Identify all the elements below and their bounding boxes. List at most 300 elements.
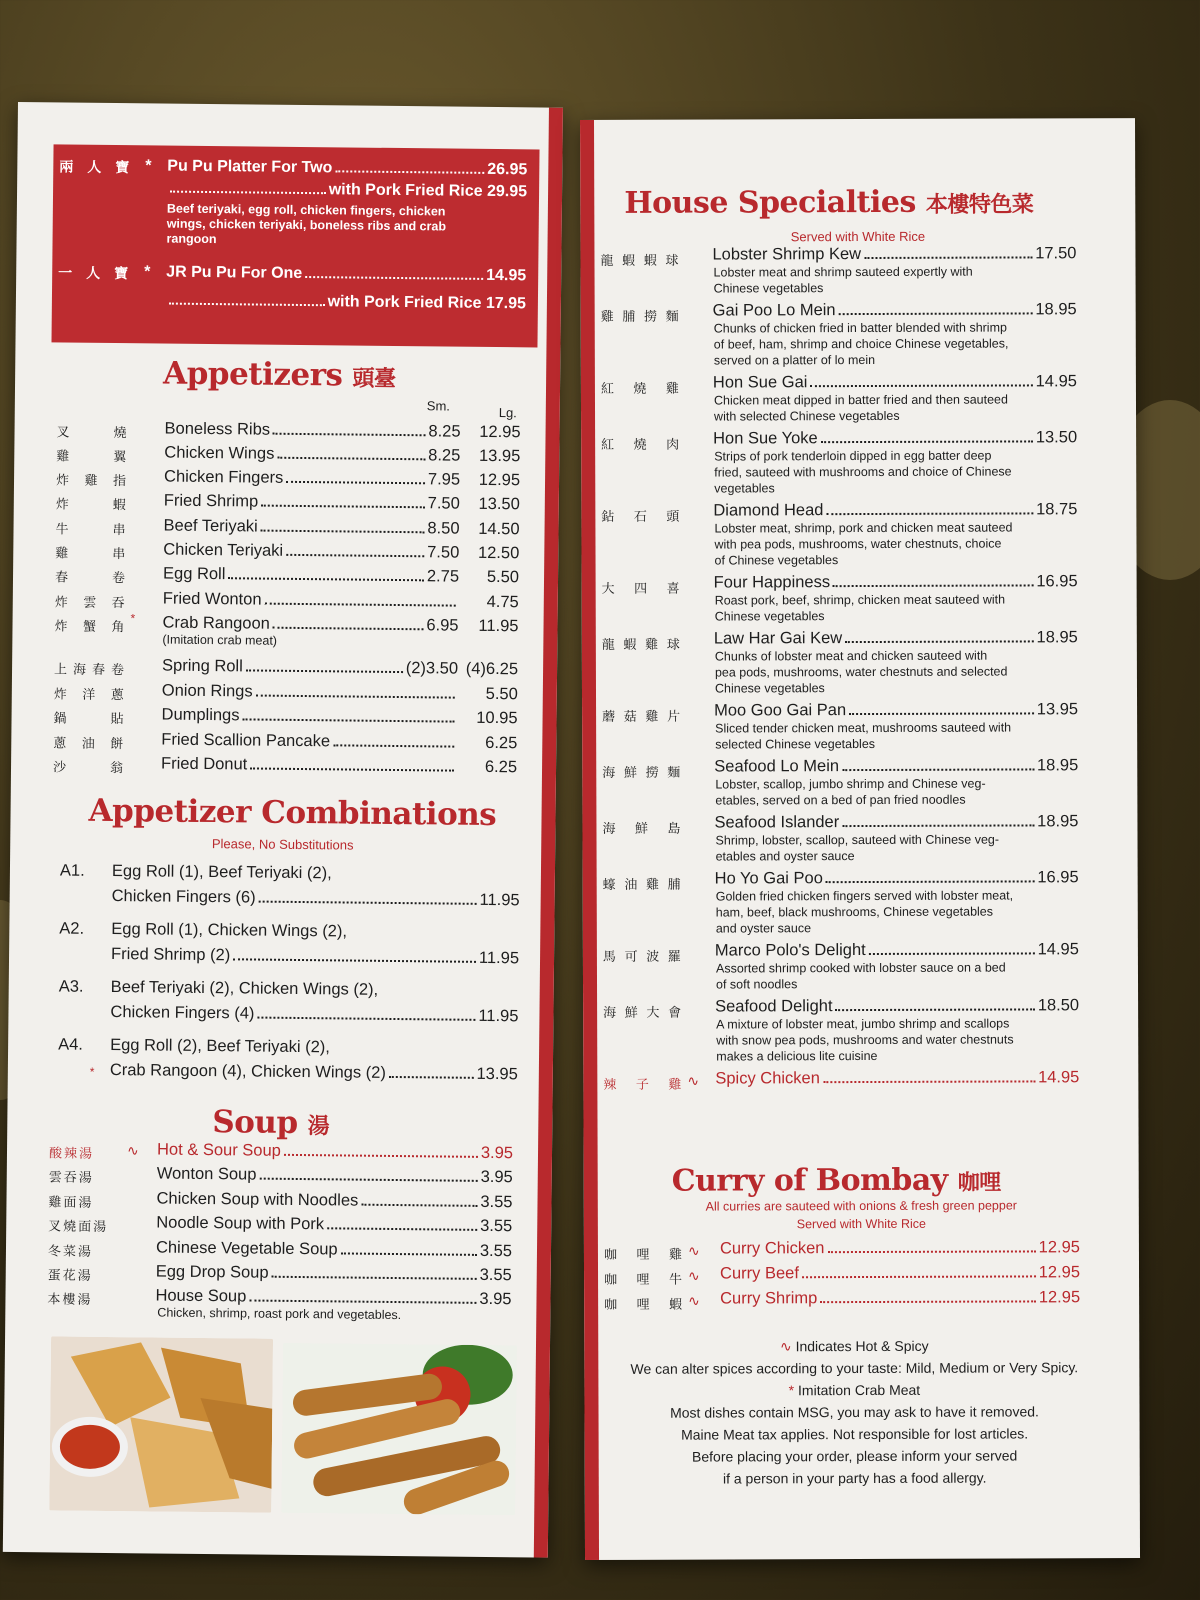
chinese-char: 蟹 — [82, 619, 97, 635]
chinese-char: 叉 — [56, 425, 70, 441]
combination-line1: Egg Roll (2), Beef Teriyaki (2), — [110, 1036, 330, 1057]
soup-name-line — [156, 1263, 512, 1286]
dot-leader — [864, 256, 1032, 259]
specialty-name-line — [714, 700, 1078, 720]
specialty-chinese-name — [603, 946, 681, 965]
specialty-name-line — [712, 244, 1076, 264]
specialty-chinese-name — [602, 706, 680, 725]
chinese-char: 球 — [666, 637, 680, 653]
appetizer-row — [11, 753, 521, 782]
specialty-chinese-name — [601, 378, 679, 397]
platter-option-price: 29.95 — [486, 182, 528, 201]
dot-leader — [839, 312, 1033, 315]
footer-text: Before placing your order, please inform your served — [691, 1447, 1018, 1465]
specialty-chinese-name — [600, 250, 678, 269]
description-line: Chinese vegetables — [714, 681, 825, 696]
curry-price: 12.95 — [1038, 1288, 1081, 1307]
description-line: Sliced tender chicken meat, mushrooms sauteed with — [715, 720, 1012, 736]
dot-leader — [823, 1080, 1035, 1083]
chinese-char: 雞 — [55, 546, 69, 562]
chinese-char: 麵 — [667, 765, 681, 781]
appetizer-large-price: 12.50 — [477, 543, 520, 563]
chinese-char: 蔥 — [53, 736, 67, 752]
curry-chinese-name — [604, 1244, 682, 1263]
dot-leader — [836, 1008, 1035, 1011]
curry-name: Curry Shrimp — [720, 1289, 818, 1308]
chinese-char: 子 — [635, 1077, 649, 1093]
description-line: with snow pea pods, mushrooms and water chestnuts — [716, 1032, 1014, 1048]
chinese-char: 雞 — [645, 637, 659, 653]
appetizer-chinese-name — [55, 566, 125, 586]
dot-leader — [802, 1275, 1036, 1278]
curry-subtitle: All curries are sauteed with onions & fresh green pepper — [705, 1198, 1017, 1214]
appetizer-name-line — [163, 590, 459, 612]
appetizer-large-price: 12.95 — [479, 422, 521, 442]
description-line: Assorted shrimp cooked with lobster sauce on a bed — [715, 960, 1006, 976]
dot-leader — [277, 457, 425, 461]
description-line: with selected Chinese vegetables — [714, 408, 900, 424]
specialty-name-line — [715, 1068, 1079, 1088]
description-line: Golden fried chicken fingers served with lobster meat, — [715, 888, 1014, 904]
curry-price: 12.95 — [1038, 1263, 1081, 1282]
specialty-item — [582, 756, 1122, 808]
chinese-char: 蝦 — [623, 637, 637, 653]
specialty-chinese-name — [603, 1074, 681, 1093]
chinese-char: 春 — [54, 570, 69, 586]
chinese-char: 炸 — [53, 687, 67, 703]
specialty-price: 18.95 — [1036, 628, 1078, 647]
chinese-char: 雞 — [600, 309, 614, 325]
chinese-char: 燒 — [113, 426, 127, 442]
combination-items: Fried Shrimp (2) — [110, 945, 231, 965]
chinese-char: 石 — [633, 509, 647, 525]
appetizer-name-line — [161, 731, 457, 753]
appetizer-name: Spring Roll — [162, 656, 243, 676]
appetizer-small-price: 7.50 — [427, 543, 460, 562]
pepper-icon: ∿ — [688, 1292, 700, 1309]
combination-line2 — [112, 884, 520, 913]
appetizer-small-price: 7.50 — [427, 494, 460, 513]
description-line: pea pods, mushrooms, water chestnuts and selected — [714, 664, 1008, 680]
chinese-char: 串 — [112, 523, 126, 539]
soup-name: Egg Drop Soup — [155, 1262, 269, 1282]
appetizer-large-price: 6.25 — [484, 757, 518, 777]
chinese-char: 菇 — [623, 709, 637, 725]
dot-leader — [286, 554, 424, 557]
chinese-char: 島 — [667, 821, 681, 837]
chinese-char: 脯 — [667, 877, 681, 893]
specialty-chinese-name — [602, 634, 680, 653]
dot-leader — [845, 640, 1033, 643]
soup-note: Chicken, shrimp, roast pork and vegetables. — [157, 1305, 402, 1323]
specialty-price: 14.95 — [1037, 940, 1079, 959]
platter-description: Beef teriyaki, egg roll, chicken fingers, chicken wings, chicken teriyaki, boneless ribs and crab rangoon — [166, 201, 447, 247]
combination-line2 — [110, 1058, 518, 1087]
appetizer-chinese-name — [53, 707, 123, 727]
appetizer-small-price: 8.25 — [428, 446, 461, 465]
dot-leader — [333, 744, 454, 747]
specialty-name: Seafood Islander — [714, 813, 840, 832]
footer-line — [604, 1356, 1104, 1380]
specialty-price: 13.50 — [1035, 428, 1078, 447]
soup-price: 3.55 — [480, 1216, 513, 1236]
description-line: etables and oyster sauce — [715, 849, 855, 864]
soup-name-line — [157, 1165, 513, 1188]
appetizer-note: (Imitation crab meat) — [162, 632, 278, 648]
appetizer-name: Egg Roll — [162, 564, 226, 584]
chinese-char: 蠔 — [602, 877, 616, 893]
platter-option-label: with Pork Fried Rice — [327, 293, 482, 312]
dot-leader — [265, 603, 456, 607]
spring-roll-photo — [281, 1343, 517, 1515]
combination-number: A4. — [58, 1035, 84, 1054]
appetizer-large-price: 13.95 — [478, 446, 521, 466]
pepper-icon: ∿ — [687, 1072, 700, 1089]
combination-text — [111, 917, 520, 971]
pepper-icon: ∿ — [688, 1267, 700, 1284]
description-line: Lobster, scallop, jumbo shrimp and Chinese veg- — [715, 776, 986, 792]
specialty-price: 18.75 — [1036, 500, 1078, 519]
soup-chinese-name: 本樓湯 — [47, 1292, 93, 1308]
curry-name-line — [720, 1288, 1080, 1308]
dot-leader — [286, 481, 425, 484]
soup-name: Hot & Sour Soup — [156, 1140, 281, 1160]
appetizer-name: Dumplings — [161, 705, 240, 725]
appetizer-large-price: 14.50 — [478, 519, 520, 539]
chinese-char: 撈 — [643, 309, 658, 325]
combination-price: 11.95 — [479, 890, 520, 910]
soup-price: 3.95 — [480, 1167, 513, 1187]
combination-item — [58, 974, 519, 1031]
soup-name-line — [156, 1239, 512, 1262]
chinese-char: 炸 — [55, 497, 69, 513]
chinese-char: 海 — [72, 662, 87, 678]
appetizer-name-line — [163, 517, 459, 539]
description-line: with pea pods, mushrooms, water chestnuts, choice — [714, 536, 1002, 552]
footer-line — [604, 1334, 1104, 1358]
dot-leader — [257, 1017, 475, 1021]
specialty-description — [714, 391, 1044, 424]
description-line: selected Chinese vegetables — [715, 736, 876, 752]
curry-title-zh: 咖哩 — [957, 1170, 1001, 1196]
chinese-char: 咖 — [604, 1297, 618, 1313]
appetizer-name: Fried Scallion Pancake — [161, 730, 331, 751]
large-column-label: Lg. — [498, 405, 517, 421]
combinations-subtitle: Please, No Substitutions — [211, 836, 354, 853]
chinese-char: 頭 — [666, 509, 680, 525]
chinese-char: 雞 — [665, 381, 679, 397]
description-line: Chicken meat dipped in batter fried and then sauteed — [713, 392, 1008, 408]
dot-leader — [272, 1276, 477, 1280]
chinese-char: 春 — [91, 662, 106, 678]
chinese-char: 蝦 — [669, 1297, 683, 1313]
appetizer-chinese-name — [54, 658, 124, 678]
footer-line — [605, 1466, 1105, 1490]
dot-leader — [273, 433, 425, 437]
platter-price: 14.95 — [486, 266, 527, 285]
chinese-char: 肉 — [666, 437, 680, 453]
specialty-name: Four Happiness — [713, 573, 831, 592]
curry-name-line — [720, 1238, 1080, 1258]
specialty-name-line — [713, 500, 1077, 520]
right-menu-page — [580, 118, 1140, 1560]
dot-leader — [273, 627, 424, 631]
platter-option-price: 17.95 — [485, 294, 527, 313]
chinese-char: 紅 — [601, 437, 615, 453]
appetizer-name-line — [162, 657, 458, 679]
chinese-char: 雞 — [84, 473, 98, 489]
dot-leader — [327, 1227, 477, 1231]
appetizer-small-price: (2)3.50 — [405, 659, 459, 678]
chinese-char: 蘑 — [602, 709, 616, 725]
chinese-char: 角 — [111, 620, 125, 636]
specialty-item — [582, 628, 1122, 696]
combinations-title: Appetizer Combinations — [88, 792, 497, 834]
specialty-description — [715, 775, 1045, 808]
appetizer-large-price: 4.75 — [486, 592, 519, 612]
chinese-char: 哩 — [636, 1247, 650, 1263]
specialty-price: 18.95 — [1037, 812, 1079, 831]
curry-item — [584, 1288, 1124, 1313]
combination-line1: Egg Roll (1), Chicken Wings (2), — [111, 920, 348, 941]
chinese-char: 鉆 — [601, 509, 615, 525]
house-specialties-subtitle: Served with White Rice — [790, 228, 926, 245]
specialty-chinese-name — [603, 874, 681, 893]
chinese-char: 鮮 — [623, 765, 637, 781]
chinese-char: 哩 — [636, 1297, 650, 1313]
appetizer-name-line — [164, 468, 460, 490]
combination-text — [112, 859, 521, 913]
specialty-name-line — [715, 868, 1079, 888]
appetizer-small-price: 8.50 — [427, 519, 460, 538]
appetizer-name: Chicken Teriyaki — [163, 540, 284, 560]
dot-leader — [827, 1250, 1035, 1253]
specialty-name: Hon Sue Gai — [712, 373, 808, 392]
specialty-name-line — [713, 428, 1077, 448]
specialty-item — [583, 996, 1123, 1064]
specialty-name: Seafood Delight — [715, 997, 833, 1016]
pepper-icon: ∿ — [779, 1338, 796, 1355]
appetizer-name-line — [162, 682, 458, 704]
appetizer-chinese-name — [56, 421, 126, 441]
description-line: Strips of pork tenderloin dipped in egg batter deep — [714, 448, 992, 464]
chinese-char: 蝦 — [622, 253, 636, 269]
appetizers-title-zh: 頭臺 — [352, 366, 396, 392]
soup-price: 3.95 — [479, 1289, 512, 1309]
description-line: Lobster meat, shrimp, pork and chicken meat sauteed — [714, 520, 1013, 536]
chinese-char: 龍 — [601, 637, 615, 653]
specialty-description — [714, 319, 1044, 368]
chinese-char: 大 — [646, 1005, 660, 1021]
appetizer-chinese-name — [55, 542, 125, 562]
appetizer-chinese-name — [55, 518, 125, 538]
left-menu-page — [3, 102, 563, 1558]
specialty-item — [583, 940, 1123, 992]
specialty-name: Ho Yo Gai Poo — [714, 869, 823, 888]
red-edge-stripe — [534, 108, 563, 1558]
appetizer-chinese-name — [56, 445, 126, 465]
description-line: Shrimp, lobster, scallop, sauteed with Chinese veg- — [715, 832, 1000, 848]
chinese-char: 翁 — [109, 761, 124, 777]
combination-price: 11.95 — [478, 1006, 519, 1026]
description-line: A mixture of lobster meat, jumbo shrimp and scallops — [716, 1016, 1010, 1032]
chinese-char: 可 — [624, 949, 638, 965]
house-specialties-title-zh: 本樓特色菜 — [925, 192, 1034, 218]
description-line: makes a delicious lite cuisine — [716, 1048, 878, 1064]
appetizers-title: Appetizers 頭臺 — [162, 355, 396, 394]
chinese-char: 馬 — [602, 949, 616, 965]
appetizer-chinese-name — [55, 591, 125, 611]
appetizer-name-line — [163, 541, 459, 563]
appetizer-name-line — [161, 755, 457, 777]
specialty-item — [581, 428, 1121, 496]
soup-name-line — [156, 1190, 512, 1213]
appetizer-chinese-name — [54, 683, 124, 703]
appetizer-row — [12, 611, 522, 648]
soup-name: House Soup — [155, 1286, 247, 1306]
chinese-char: 油 — [81, 736, 95, 752]
specialty-name: Lobster Shrimp Kew — [712, 245, 862, 264]
dot-leader — [256, 695, 455, 699]
specialty-item — [581, 500, 1121, 568]
star-marker: * — [788, 1382, 799, 1399]
chinese-char: 雞 — [645, 877, 660, 893]
appetizer-name-line — [164, 420, 460, 442]
appetizer-chinese-name — [53, 756, 123, 776]
specialty-name: Gai Poo Lo Mein — [712, 301, 836, 320]
specialty-name-line — [714, 756, 1078, 776]
chinese-char: 炸 — [54, 619, 68, 635]
chinese-char: 卷 — [110, 663, 125, 679]
specialty-chinese-name — [601, 306, 679, 325]
specialty-chinese-name — [601, 434, 679, 453]
specialty-name: Spicy Chicken — [715, 1069, 820, 1088]
dot-leader — [259, 901, 477, 905]
description-line: and oyster sauce — [715, 921, 812, 936]
description-line: Chunks of lobster meat and chicken sauteed with — [714, 648, 988, 664]
chinese-char: 片 — [667, 709, 681, 725]
combination-number: A3. — [58, 977, 84, 996]
chinese-char: 海 — [603, 1005, 617, 1021]
soup-name-line — [157, 1141, 513, 1164]
appetizer-name: Fried Shrimp — [163, 491, 259, 511]
dot-leader — [261, 505, 424, 509]
chinese-char: 咖 — [604, 1272, 618, 1288]
specialty-price: 16.95 — [1037, 868, 1079, 887]
dot-leader — [826, 512, 1033, 515]
platter-price: 26.95 — [487, 160, 528, 179]
soup-chinese-name: 酸辣湯 — [48, 1146, 95, 1162]
appetizer-chinese-name — [56, 493, 126, 513]
curry-chinese-name — [604, 1294, 682, 1313]
appetizer-name: Chicken Wings — [164, 443, 275, 463]
curry-price: 12.95 — [1038, 1238, 1080, 1257]
specialty-chinese-name — [602, 578, 680, 597]
soup-chinese-name: 蛋花湯 — [47, 1268, 93, 1284]
combination-text — [110, 975, 519, 1029]
pepper-icon: ∿ — [687, 1242, 700, 1259]
crab-rangoon-photo — [49, 1336, 273, 1512]
combination-text — [110, 1033, 519, 1087]
dot-leader — [228, 577, 424, 581]
chinese-char: 雞 — [668, 1077, 682, 1093]
appetizer-large-price: (4)6.25 — [465, 659, 519, 679]
specialty-price: 18.50 — [1037, 996, 1080, 1015]
appetizer-large-price: 10.95 — [476, 708, 518, 728]
chinese-char: 咖 — [603, 1247, 618, 1263]
chinese-char: 喜 — [666, 581, 680, 597]
chinese-char: 大 — [601, 581, 615, 597]
appetizer-name: Chicken Fingers — [163, 467, 284, 487]
footer-line — [604, 1378, 1104, 1402]
curry-name-line — [720, 1263, 1080, 1283]
footer-text: Imitation Crab Meat — [797, 1381, 921, 1399]
chinese-char: 鮮 — [634, 821, 649, 837]
red-edge-stripe — [580, 120, 599, 1560]
description-line: of soft noodles — [715, 977, 798, 992]
dot-leader — [869, 952, 1035, 955]
combination-line2 — [111, 942, 519, 971]
soup-title: Soup 湯 — [212, 1104, 330, 1141]
footer-text: We can alter spices according to your taste: Mild, Medium or Very Spicy. — [630, 1359, 1079, 1377]
appetizer-small-price: 6.95 — [426, 616, 459, 635]
chinese-char: 鍋 — [53, 711, 67, 727]
star-marker: * — [89, 1064, 95, 1079]
combination-price: 13.95 — [476, 1064, 518, 1084]
platter-name: Pu Pu Platter For Two — [167, 157, 333, 177]
dot-leader — [341, 1252, 477, 1255]
appetizer-small-price: 8.25 — [428, 422, 461, 441]
soup-price: 3.55 — [480, 1192, 513, 1212]
chinese-char: 沙 — [52, 760, 67, 776]
curry-item — [584, 1238, 1124, 1263]
specialty-item — [583, 1068, 1123, 1093]
soup-name: Noodle Soup with Pork — [156, 1213, 325, 1234]
house-specialties-title: House Specialties 本樓特色菜 — [624, 184, 1034, 221]
soup-chinese-name: 雞面湯 — [48, 1195, 94, 1211]
appetizer-large-price: 5.50 — [485, 684, 518, 704]
dot-leader — [249, 1299, 476, 1303]
dot-leader — [250, 767, 454, 771]
chinese-char: 炸 — [54, 595, 68, 611]
star-marker: * — [145, 157, 152, 175]
appetizer-name: Boneless Ribs — [164, 419, 271, 439]
specialty-price: 18.95 — [1035, 300, 1077, 319]
small-column-label: Sm. — [426, 398, 451, 414]
soup-price: 3.55 — [479, 1265, 512, 1285]
description-line: ham, beef, black mushrooms, Chinese vegetables — [715, 904, 994, 920]
chinese-char: 蝦 — [112, 498, 126, 514]
specialty-item — [581, 372, 1121, 424]
appetizer-name: Beef Teriyaki — [163, 516, 258, 536]
specialty-item — [582, 700, 1122, 752]
combination-number: A2. — [59, 919, 85, 938]
chinese-char: 上 — [53, 662, 68, 678]
dot-leader — [833, 584, 1033, 587]
chinese-char: 撈 — [645, 765, 659, 781]
description-line: served on a platter of lo mein — [713, 352, 876, 368]
specialty-price: 13.95 — [1036, 700, 1079, 719]
appetizer-name: Onion Rings — [161, 681, 253, 701]
specialty-description — [714, 519, 1044, 568]
chinese-char: 雲 — [83, 595, 97, 611]
platter-option-label: with Pork Fried Rice — [328, 181, 483, 200]
item-chinese-name: 兩人寶 — [59, 159, 144, 177]
description-line: Chinese vegetables — [714, 609, 825, 624]
chinese-char: 紅 — [600, 381, 614, 397]
specialty-description — [716, 887, 1046, 936]
appetizer-large-price: 11.95 — [478, 616, 519, 636]
